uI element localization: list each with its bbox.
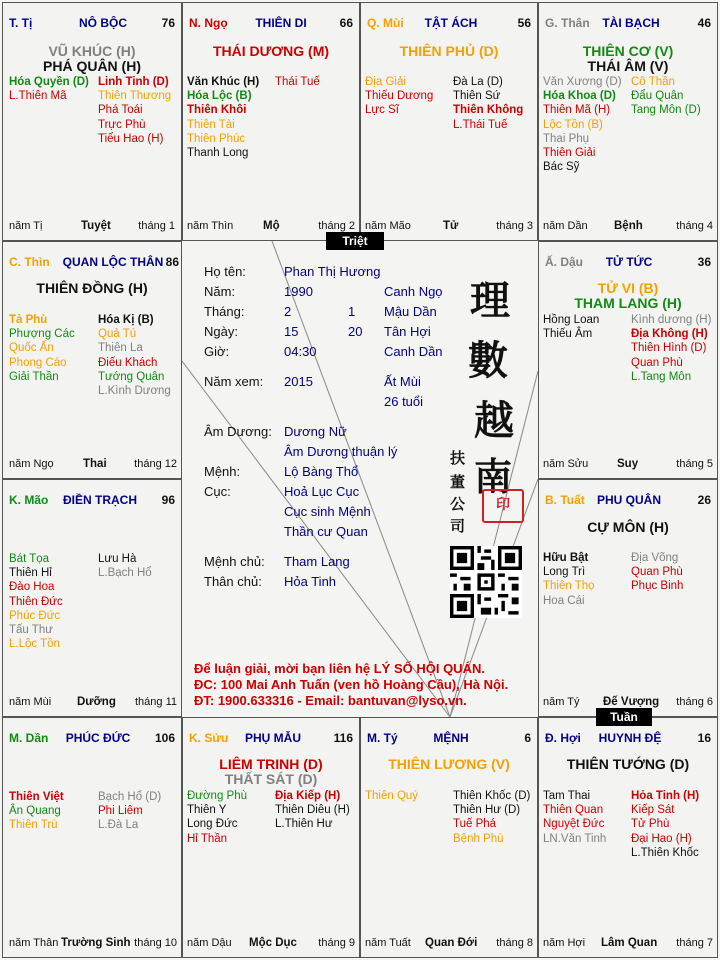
than-chu-label: Thân chủ: [204, 574, 262, 589]
star-name: Bác Sỹ [543, 161, 580, 174]
star-name: Kình dương (H) [631, 314, 712, 326]
star-name: Thiếu Dương [365, 90, 434, 103]
calligraphy-small: 公 [450, 495, 466, 513]
menh-label: Mệnh: [204, 464, 241, 479]
star-name: Tướng Quân [98, 370, 165, 383]
minor-stars-right [275, 789, 350, 832]
star-name: Đường Phù [187, 790, 247, 802]
star-name: L.Tang Môn [631, 370, 692, 383]
star-name: Văn Khúc (H) [187, 76, 260, 88]
day-lunar: 20 [348, 324, 363, 339]
month-label: tháng 9 [318, 937, 355, 949]
decade-number: 106 [154, 731, 175, 745]
star-name: Thiên La [98, 342, 143, 355]
month-label: tháng 1 [138, 220, 175, 232]
decade-number: 76 [161, 16, 175, 30]
earthly-branch: G. Thân [545, 16, 590, 30]
contact-line-2: ĐC: 100 Mai Anh Tuấn (ven hồ Hoàng Cầu), Hà Nội. [194, 677, 509, 692]
view-year-can-chi: Ất Mùi [384, 374, 421, 389]
month-label: tháng 6 [676, 696, 713, 708]
star-name: Quốc Ấn [9, 342, 54, 355]
star-name: Điếu Khách [98, 356, 158, 369]
star-name: Lực Sĩ [365, 104, 399, 117]
star-name: Thiên Việt [9, 791, 64, 803]
day-label: Ngày: [204, 324, 238, 339]
main-star: TỬ VI (B) [597, 280, 659, 296]
earthly-branch: Q. Mùi [367, 16, 404, 30]
palace-name: NÔ BỘC [79, 16, 127, 30]
life-stage: Suy [617, 458, 639, 470]
star-name: Phục Binh [631, 580, 684, 593]
year-label: năm Hợi [543, 937, 586, 949]
palace-cell-ty[interactable] [360, 717, 538, 958]
decade-number: 96 [161, 493, 175, 507]
than-chu-value: Hỏa Tinh [284, 574, 337, 589]
minor-stars-right [631, 551, 683, 594]
palace-name: TẬT ÁCH [424, 16, 478, 30]
star-name: Linh Tinh (D) [98, 76, 169, 88]
star-name: Phá Toái [98, 104, 143, 117]
minor-stars-left [543, 75, 622, 174]
minor-stars-left [543, 313, 599, 341]
minor-stars-left [365, 75, 433, 118]
decade-number: 86 [165, 255, 179, 269]
life-stage: Đế Vượng [603, 696, 660, 708]
month-label: tháng 5 [676, 458, 713, 470]
star-name: Thiên Y [187, 804, 227, 817]
main-star: THIÊN CƠ (V) [582, 43, 674, 59]
calligraphy-small: 扶 [450, 449, 466, 467]
life-stage: Mộc Dục [249, 937, 297, 949]
minor-stars-left [543, 551, 595, 608]
calligraphy-char: 越 [474, 397, 514, 444]
palace-cell-ti[interactable] [2, 2, 182, 241]
decade-number: 26 [697, 493, 711, 507]
minor-stars-right [453, 75, 523, 132]
main-star: THIÊN PHỦ (D) [399, 43, 499, 59]
star-name: Tang Môn (D) [631, 104, 701, 117]
star-name: Phi Liêm [98, 805, 143, 818]
hour-can-chi: Canh Dần [384, 344, 443, 359]
palace-cell-mao[interactable] [2, 479, 182, 717]
palace-name: THIÊN DI [255, 16, 307, 30]
hour-value: 04:30 [284, 344, 317, 359]
main-star: LIÊM TRINH (D) [219, 756, 323, 772]
star-name: Quan Phù [631, 356, 683, 369]
palace-name: MỆNH [433, 731, 469, 745]
star-name: Hỉ Thần [187, 832, 228, 845]
month-label: tháng 11 [134, 696, 177, 708]
palace-cell-dan[interactable] [2, 717, 182, 958]
view-year-value: 2015 [284, 374, 313, 389]
year-label: năm Tý [543, 696, 580, 708]
cuc-note-1: Cục sinh Mệnh [284, 504, 371, 519]
star-name: Thiên Hư (D) [453, 804, 521, 817]
minor-stars-left [9, 75, 89, 103]
life-stage: Lâm Quan [601, 937, 658, 949]
star-name: Thiên Thọ [543, 580, 595, 593]
star-name: Nguyệt Đức [543, 818, 605, 831]
main-star: THÁI DƯƠNG (M) [212, 43, 330, 59]
palace-name: PHU QUÂN [596, 493, 661, 507]
star-name: L.Thiên Hư [275, 818, 333, 831]
palace-cell-dau[interactable] [538, 241, 718, 479]
menh-chu-value: Tham Lang [284, 554, 350, 569]
earthly-branch: M. Dần [9, 731, 49, 745]
star-name: Địa Không (H) [631, 328, 708, 341]
star-name: Quả Tú [98, 328, 137, 341]
earthly-branch: K. Sửu [189, 731, 229, 745]
star-name: Phúc Đức [9, 609, 61, 622]
month-label: tháng 10 [134, 937, 177, 949]
star-name: Quan Phù [631, 566, 683, 579]
year-label: năm Tuất [365, 937, 411, 949]
star-name: Lộc Tồn (B) [543, 118, 603, 131]
earthly-branch: T. Tị [9, 16, 33, 30]
earthly-branch: B. Tuất [545, 493, 585, 507]
minor-stars-left [9, 313, 75, 384]
star-name: Ân Quang [9, 805, 61, 818]
palace-name: ĐIỀN TRẠCH [63, 493, 137, 507]
year-value: 1990 [284, 284, 313, 299]
month-solar: 2 [284, 304, 292, 319]
star-name: Phong Cáo [9, 356, 67, 369]
year-label: năm Thìn [187, 220, 234, 232]
life-stage: Thai [83, 458, 107, 470]
contact-line-1: Để luận giải, mời bạn liên hệ LÝ SỐ HỘI QUÁN. [194, 661, 485, 676]
palace-cell-hoi[interactable] [538, 717, 718, 958]
star-name: Bạch Hổ (D) [98, 791, 162, 803]
life-stage: Mộ [263, 220, 280, 232]
year-label: năm Sửu [543, 458, 589, 470]
decade-number: 66 [339, 16, 353, 30]
star-name: Địa Kiếp (H) [275, 790, 341, 802]
star-name: Tấu Thư [9, 623, 53, 636]
star-name: Hồng Loan [543, 314, 600, 326]
triet-marker: Triệt [326, 232, 384, 250]
star-name: Thiên Phúc [187, 132, 246, 145]
earthly-branch: C. Thìn [9, 255, 50, 269]
minor-stars-left [9, 552, 63, 651]
star-name: Hoa Cái [543, 594, 585, 607]
earthly-branch: Ấ. Dậu [545, 255, 584, 269]
minor-stars-right [275, 75, 320, 89]
star-name: Tam Thai [543, 790, 591, 802]
center-info-panel [182, 241, 538, 717]
minor-stars-right [98, 75, 171, 146]
star-name: Thiên Mã (H) [543, 104, 611, 117]
main-star: THÁI ÂM (V) [587, 58, 669, 74]
year-label: Năm: [204, 284, 236, 299]
day-can-chi: Tân Hợi [384, 324, 431, 339]
star-name: Hữu Bật [543, 552, 589, 564]
minor-stars-right [98, 552, 152, 580]
month-label: tháng 12 [134, 458, 177, 470]
star-name: Thiên Trù [9, 819, 58, 832]
star-name: Thiên Đức [9, 595, 63, 608]
minor-stars-left [543, 789, 606, 846]
star-name: Hóa Quyền (D) [9, 76, 89, 88]
decade-number: 56 [517, 16, 531, 30]
decade-number: 6 [524, 731, 531, 745]
main-star: CỰ MÔN (H) [587, 519, 669, 535]
star-name: Hóa Khoa (D) [543, 90, 616, 103]
star-name: Thiên Hỉ [9, 567, 52, 580]
star-name: Hóa Kị (B) [98, 314, 154, 326]
main-star: THIÊN TƯỚNG (D) [566, 756, 690, 772]
cuc-note-2: Thần cư Quan [284, 524, 368, 539]
star-name: L.Lộc Tồn [9, 638, 60, 651]
earthly-branch: Đ. Hợi [545, 731, 581, 745]
star-name: Đẩu Quân [631, 90, 684, 103]
menh-chu-label: Mệnh chủ: [204, 554, 265, 569]
qr-code-icon[interactable] [450, 546, 522, 618]
minor-stars-right [631, 789, 699, 860]
star-name: L.Thiên Khốc [631, 846, 699, 859]
star-name: Đà La (D) [453, 76, 503, 88]
calligraphy-small: 董 [450, 473, 466, 491]
year-label: năm Dần [543, 220, 588, 232]
main-star: THẤT SÁT (D) [224, 771, 318, 787]
cuc-value: Hoả Lục Cục [284, 484, 360, 499]
star-name: Thai Phụ [543, 132, 590, 145]
star-name: Thiếu Âm [543, 328, 593, 341]
minor-stars-left [9, 790, 64, 833]
star-name: Thanh Long [187, 146, 249, 159]
star-name: Trực Phù [98, 118, 146, 131]
star-name: Tuế Phá [453, 818, 497, 831]
minor-stars-right [98, 313, 171, 398]
view-year-label: Năm xem: [204, 374, 264, 389]
contact-line-3: ĐT: 1900.633316 - Email: bantuvan@lyso.vn. [194, 693, 467, 708]
palace-cell-tuat[interactable] [538, 479, 718, 717]
palace-name: PHÚC ĐỨC [65, 731, 131, 745]
minor-stars-left [365, 789, 418, 803]
main-star: THIÊN ĐỒNG (H) [36, 280, 148, 296]
calligraphy-char: 理 [470, 277, 510, 324]
minor-stars-right [453, 789, 530, 846]
star-name: Hỏa Tinh (H) [631, 790, 700, 802]
palace-cell-mui[interactable] [360, 2, 538, 241]
star-name: Văn Xương (D) [543, 76, 622, 88]
star-name: L.Đà La [98, 819, 139, 832]
star-name: Thiên Khôi [187, 104, 247, 117]
earthly-branch: M. Tý [367, 731, 398, 745]
star-name: Thiên Quan [543, 804, 604, 817]
earthly-branch: K. Mão [9, 493, 49, 507]
star-name: L.Bạch Hổ [98, 567, 152, 580]
month-label: tháng 3 [496, 220, 533, 232]
star-name: Thiên Tài [187, 118, 235, 131]
year-label: năm Thân [9, 937, 59, 949]
minor-stars-right [98, 790, 161, 833]
menh-value: Lộ Bàng Thổ [284, 464, 359, 479]
red-seal-stamp: 印 [482, 489, 524, 523]
month-label: tháng 8 [496, 937, 533, 949]
month-label: Tháng: [204, 304, 245, 319]
month-lunar: 1 [348, 304, 356, 319]
star-name: Địa Giải [365, 76, 406, 88]
life-stage: Tuyệt [81, 220, 111, 232]
star-name: Long Đức [187, 818, 238, 831]
star-name: Đào Hoa [9, 581, 55, 594]
star-name: Long Trì [543, 566, 586, 579]
star-name: Thiên Thương [98, 90, 172, 103]
minor-stars-right [631, 313, 711, 384]
star-name: Tử Phù [631, 818, 670, 831]
star-name: Thiên Không [453, 104, 524, 117]
life-stage: Tử [443, 220, 459, 232]
month-label: tháng 7 [676, 937, 713, 949]
star-name: Thiên Giải [543, 146, 596, 159]
life-stage: Dưỡng [77, 696, 116, 708]
decade-number: 116 [333, 731, 353, 745]
decade-number: 46 [697, 16, 711, 30]
star-name: L.Thiên Mã [9, 90, 67, 103]
star-name: Cô Thần [631, 76, 675, 88]
decade-number: 16 [697, 731, 711, 745]
star-name: Bát Tọa [9, 553, 50, 565]
amduong-label: Âm Dương: [204, 424, 272, 439]
main-star: THAM LANG (H) [574, 295, 682, 311]
decade-number: 36 [697, 255, 711, 269]
star-name: Đại Hao (H) [631, 832, 692, 845]
amduong-value: Dương Nữ [284, 424, 347, 439]
month-can-chi: Mậu Dần [384, 304, 437, 319]
star-name: Giải Thần [9, 370, 59, 383]
month-label: tháng 2 [318, 220, 355, 232]
star-name: Tả Phù [9, 314, 48, 326]
minor-stars-left [187, 789, 247, 846]
star-name: LN.Văn Tinh [543, 832, 607, 845]
palace-name: QUAN LỘC THÂN [62, 255, 164, 269]
amduong-note: Âm Dương thuận lý [284, 444, 398, 459]
palace-cell-suu[interactable] [182, 717, 360, 958]
star-name: Địa Võng [631, 552, 679, 564]
star-name: Bệnh Phù [453, 832, 504, 845]
star-name: Lưu Hà [98, 553, 137, 565]
palace-cell-ngo[interactable] [182, 2, 360, 241]
month-label: tháng 4 [676, 220, 713, 232]
star-name: Thiên Khốc (D) [453, 790, 531, 802]
star-name: Thiên Diêu (H) [275, 804, 350, 817]
star-name: L.Thái Tuế [453, 118, 508, 131]
palace-cell-thin[interactable] [2, 241, 182, 479]
star-name: Phượng Các [9, 328, 75, 341]
minor-stars-right [631, 75, 701, 118]
main-star: PHÁ QUÂN (H) [43, 58, 141, 74]
year-label: năm Ngọ [9, 458, 54, 470]
earthly-branch: N. Ngọ [189, 16, 228, 30]
name-label: Họ tên: [204, 264, 246, 279]
life-stage: Trường Sinh [61, 937, 131, 949]
year-label: năm Mão [365, 220, 411, 232]
day-solar: 15 [284, 324, 299, 339]
star-name: Thái Tuế [275, 76, 320, 88]
star-name: Thiên Quý [365, 790, 419, 802]
calligraphy-char: 數 [468, 337, 508, 384]
age-value: 26 tuổi [384, 394, 424, 409]
palace-name: TỬ TỨC [605, 255, 653, 269]
cuc-label: Cục: [204, 484, 231, 499]
palace-cell-than[interactable] [538, 2, 718, 241]
main-star: THIÊN LƯƠNG (V) [388, 756, 510, 772]
star-name: L.Kình Dương [98, 384, 171, 397]
year-label: năm Tị [9, 220, 43, 232]
palace-name: TÀI BẠCH [602, 16, 660, 30]
star-name: Kiếp Sát [631, 804, 675, 817]
minor-stars-left [187, 75, 259, 160]
year-can-chi: Canh Ngọ [384, 284, 443, 299]
star-name: Tiểu Hao (H) [98, 132, 164, 145]
star-name: Thiên Hình (D) [631, 342, 707, 355]
calligraphy-char: 南 [474, 454, 513, 499]
hour-label: Giờ: [204, 344, 230, 359]
palace-name: HUYNH ĐỆ [598, 731, 662, 745]
year-label: năm Mùi [9, 696, 52, 708]
star-name: Hóa Lộc (B) [187, 90, 252, 103]
tuan-marker: Tuần [596, 708, 652, 726]
life-stage: Quan Đới [425, 937, 478, 949]
year-label: năm Dậu [187, 937, 232, 949]
name-value: Phan Thị Hương [284, 264, 381, 279]
main-star: VŨ KHÚC (H) [48, 43, 136, 59]
calligraphy-small: 司 [450, 517, 466, 535]
life-stage: Bệnh [614, 220, 643, 232]
star-name: Thiên Sứ [453, 90, 501, 103]
palace-name: PHỤ MẪU [245, 731, 301, 745]
